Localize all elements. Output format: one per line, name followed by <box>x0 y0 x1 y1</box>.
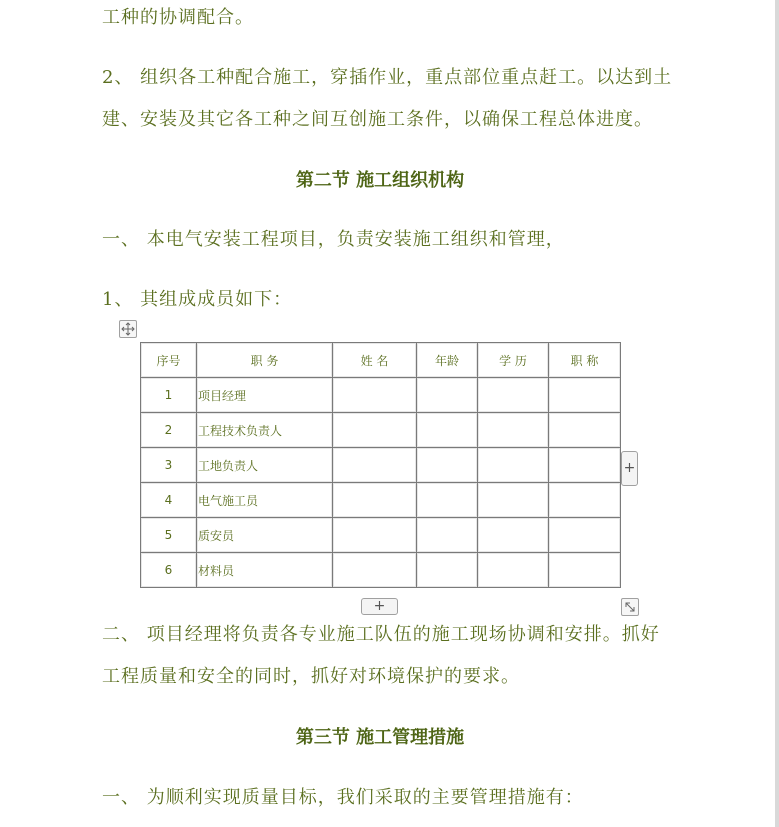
cell-name[interactable] <box>333 413 417 448</box>
table-row <box>141 483 621 518</box>
cell-education[interactable] <box>478 448 549 483</box>
members-table <box>140 342 621 588</box>
add-row-button[interactable]: + <box>361 598 398 615</box>
cell-name[interactable] <box>333 448 417 483</box>
table-header-row <box>141 343 621 378</box>
cell-education[interactable] <box>478 483 549 518</box>
add-column-button[interactable]: + <box>621 451 638 486</box>
cell-age[interactable] <box>417 448 478 483</box>
cell-position[interactable]: 材料员 <box>197 553 333 588</box>
header-position[interactable]: 职 务 <box>197 343 333 378</box>
paragraph-organize-line1: 2、 组织各工种配合施工，穿插作业，重点部位重点赶工。以达到土 <box>102 67 673 88</box>
cell-title[interactable] <box>549 553 621 588</box>
cell-education[interactable] <box>478 378 549 413</box>
table-row <box>141 553 621 588</box>
diagonal-resize-icon <box>622 599 638 615</box>
table-move-handle[interactable] <box>119 320 137 338</box>
cell-position[interactable]: 电气施工员 <box>197 483 333 518</box>
cell-title[interactable] <box>549 448 621 483</box>
cell-age[interactable] <box>417 483 478 518</box>
table-resize-handle[interactable] <box>621 598 639 616</box>
cell-position[interactable]: 质安员 <box>197 518 333 553</box>
cell-title[interactable] <box>549 413 621 448</box>
cell-index[interactable]: 4 <box>141 483 197 518</box>
cell-position[interactable]: 工地负责人 <box>197 448 333 483</box>
table-row <box>141 413 621 448</box>
section-heading-management: 第三节 施工管理措施 <box>295 727 465 748</box>
paragraph-project-intro: 一、 本电气安装工程项目，负责安装施工组织和管理， <box>102 229 565 250</box>
header-title[interactable]: 职 称 <box>549 343 621 378</box>
cell-age[interactable] <box>417 413 478 448</box>
cell-index[interactable]: 6 <box>141 553 197 588</box>
table-row <box>141 378 621 413</box>
header-name[interactable]: 姓 名 <box>333 343 417 378</box>
page-right-border <box>775 0 779 827</box>
cell-education[interactable] <box>478 553 549 588</box>
cell-index[interactable]: 1 <box>141 378 197 413</box>
cell-position[interactable]: 工程技术负责人 <box>197 413 333 448</box>
cell-education[interactable] <box>478 518 549 553</box>
cell-position[interactable]: 项目经理 <box>197 378 333 413</box>
cell-index[interactable]: 3 <box>141 448 197 483</box>
cell-name[interactable] <box>333 378 417 413</box>
paragraph-manager-line1: 二、 项目经理将负责各专业施工队伍的施工现场协调和安排。抓好 <box>102 624 660 645</box>
cell-name[interactable] <box>333 518 417 553</box>
table-row <box>141 518 621 553</box>
cell-age[interactable] <box>417 518 478 553</box>
cell-education[interactable] <box>478 413 549 448</box>
cell-name[interactable] <box>333 553 417 588</box>
table-row <box>141 448 621 483</box>
header-education[interactable]: 学 历 <box>478 343 549 378</box>
paragraph-quality-measures: 一、 为顺利实现质量目标，我们采取的主要管理措施有： <box>102 787 584 808</box>
cell-age[interactable] <box>417 553 478 588</box>
move-arrows-icon <box>120 321 136 337</box>
cell-title[interactable] <box>549 518 621 553</box>
paragraph-manager-line2: 工程质量和安全的同时，抓好对环境保护的要求。 <box>102 666 520 687</box>
cell-age[interactable] <box>417 378 478 413</box>
header-age[interactable]: 年龄 <box>417 343 478 378</box>
paragraph-organize-line2: 建、安装及其它各工种之间互创施工条件，以确保工程总体进度。 <box>102 109 653 130</box>
cell-index[interactable]: 2 <box>141 413 197 448</box>
section-heading-organization: 第二节 施工组织机构 <box>295 170 465 191</box>
paragraph-coordination: 工种的协调配合。 <box>102 7 254 28</box>
cell-index[interactable]: 5 <box>141 518 197 553</box>
cell-title[interactable] <box>549 378 621 413</box>
header-index[interactable]: 序号 <box>141 343 197 378</box>
cell-name[interactable] <box>333 483 417 518</box>
paragraph-members-intro: 1、 其组成成员如下： <box>102 289 293 310</box>
cell-title[interactable] <box>549 483 621 518</box>
